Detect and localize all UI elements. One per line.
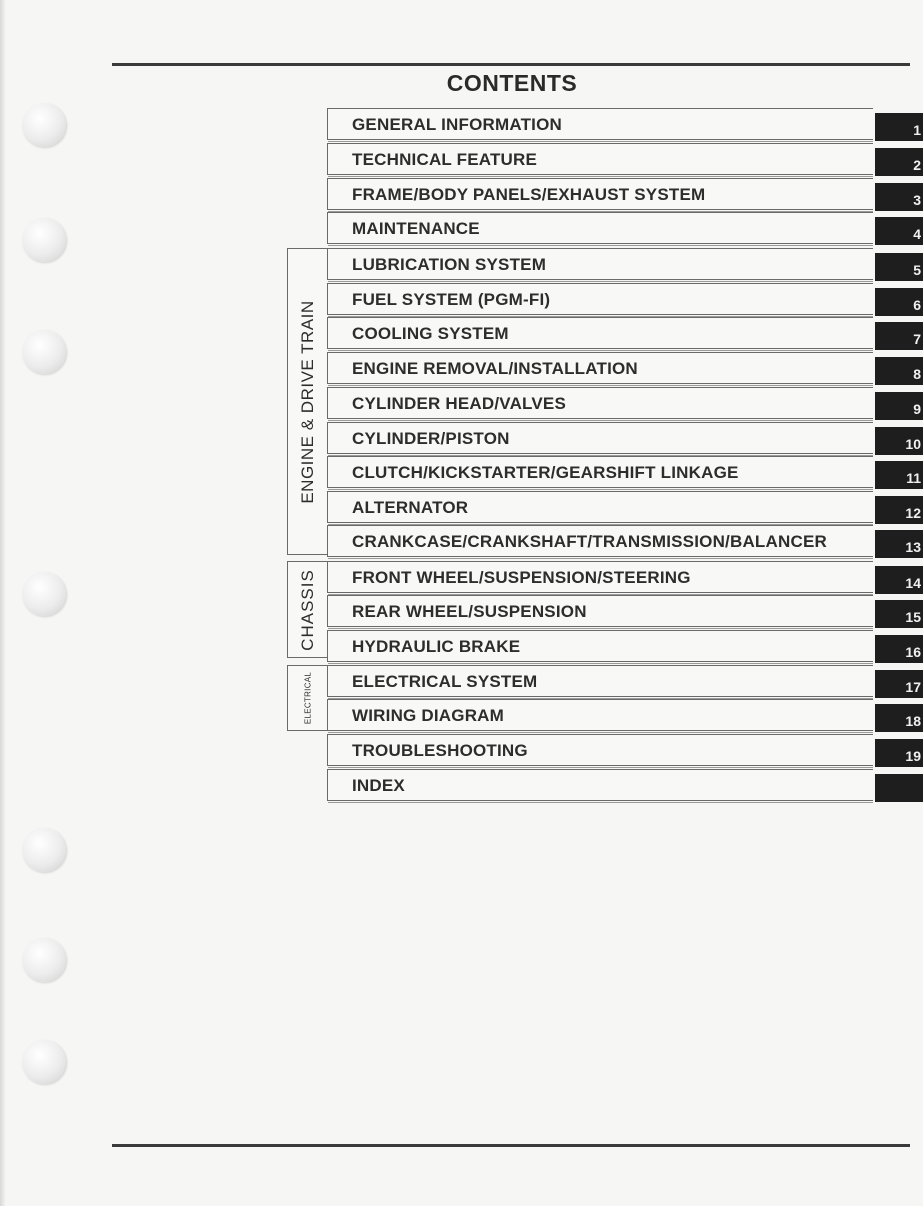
section-number: 12 (905, 505, 921, 521)
group-engine-drive-train (287, 248, 328, 555)
toc-row[interactable] (327, 422, 923, 454)
toc-entry-box (327, 595, 873, 627)
toc-row[interactable] (327, 387, 923, 419)
section-number: 17 (905, 679, 921, 695)
toc-label: CRANKCASE/CRANKSHAFT/TRANSMISSION/BALANCER (352, 532, 827, 551)
section-tab (875, 322, 923, 350)
group-label-electrical: ELECTRICAL (303, 671, 313, 725)
toc-label: COOLING SYSTEM (352, 324, 509, 343)
group-label-chassis: CHASSIS (298, 568, 317, 651)
bottom-rule (112, 1144, 910, 1147)
toc-row[interactable] (327, 665, 923, 697)
binder-hole (22, 1040, 66, 1084)
section-tab (875, 635, 923, 663)
toc-label: ENGINE REMOVAL/INSTALLATION (352, 359, 638, 378)
top-rule (112, 63, 910, 66)
toc-label: HYDRAULIC BRAKE (352, 637, 521, 656)
toc-row[interactable] (327, 525, 923, 557)
toc-row[interactable] (327, 491, 923, 523)
toc-label: MAINTENANCE (352, 219, 480, 238)
toc-label: ELECTRICAL SYSTEM (352, 672, 538, 691)
page-title: CONTENTS (446, 70, 578, 96)
toc-entry-box (327, 108, 873, 140)
binder-hole (22, 938, 66, 982)
toc-row[interactable] (327, 734, 923, 766)
toc-entry-box (327, 248, 873, 280)
toc-label: GENERAL INFORMATION (352, 115, 562, 134)
section-number: 13 (905, 539, 921, 555)
toc-row[interactable] (327, 212, 923, 244)
toc-row[interactable] (327, 143, 923, 175)
section-number: 10 (905, 436, 921, 452)
toc-label: REAR WHEEL/SUSPENSION (352, 602, 587, 621)
section-number: 1 (913, 122, 921, 138)
section-number: 2 (913, 157, 921, 173)
toc-row[interactable] (327, 248, 923, 280)
toc-entry-box (327, 143, 873, 175)
section-tab (875, 427, 923, 455)
section-tab (875, 183, 923, 211)
toc-entry-box (327, 561, 873, 593)
toc-entry-box (327, 352, 873, 384)
binder-hole (22, 828, 66, 872)
toc-label: CYLINDER/PISTON (352, 429, 510, 448)
section-tab (875, 461, 923, 489)
toc-entry-box (327, 734, 873, 766)
toc-entry-box (327, 491, 873, 523)
group-chassis (287, 561, 328, 658)
binder-hole (22, 330, 66, 374)
toc-row[interactable] (327, 456, 923, 488)
section-tab (875, 392, 923, 420)
toc-label: FRAME/BODY PANELS/EXHAUST SYSTEM (352, 185, 706, 204)
toc-entry-box (327, 387, 873, 419)
section-number: 16 (905, 644, 921, 660)
page-edge (0, 0, 6, 1206)
toc-label: CYLINDER HEAD/VALVES (352, 394, 567, 413)
toc-label: INDEX (352, 776, 405, 795)
toc-row[interactable] (327, 352, 923, 384)
toc-entry-box (327, 630, 873, 662)
section-tab (875, 739, 923, 767)
section-number: 19 (905, 748, 921, 764)
binder-hole (22, 572, 66, 616)
toc-entry-box (327, 525, 873, 557)
section-number: 7 (913, 331, 921, 347)
section-tab (875, 357, 923, 385)
toc-entry-box (327, 665, 873, 697)
toc-row[interactable] (327, 108, 923, 140)
section-tab (875, 496, 923, 524)
toc-row[interactable] (327, 317, 923, 349)
toc-row[interactable] (327, 561, 923, 593)
section-tab (875, 704, 923, 732)
section-number: 15 (905, 609, 921, 625)
group-electrical (287, 665, 328, 731)
toc-entry-box (327, 283, 873, 315)
section-number: 3 (913, 192, 921, 208)
toc-row[interactable] (327, 283, 923, 315)
toc-label: WIRING DIAGRAM (352, 706, 505, 725)
section-tab (875, 670, 923, 698)
section-number: 9 (913, 401, 921, 417)
toc-label: TECHNICAL FEATURE (352, 150, 538, 169)
section-number: 5 (913, 262, 921, 278)
section-number: 8 (913, 366, 921, 382)
toc-entry-box (327, 769, 873, 801)
section-tab (875, 148, 923, 176)
toc-row[interactable] (327, 595, 923, 627)
toc-label: CLUTCH/KICKSTARTER/GEARSHIFT LINKAGE (352, 463, 739, 482)
section-tab (875, 113, 923, 141)
section-tab (875, 253, 923, 281)
section-tab (875, 288, 923, 316)
toc-label: FUEL SYSTEM (PGM-FI) (352, 290, 551, 309)
toc-entry-box (327, 317, 873, 349)
section-tab (875, 774, 923, 802)
section-tab (875, 566, 923, 594)
toc-label: ALTERNATOR (352, 498, 469, 517)
toc-entry-box (327, 212, 873, 244)
toc-label: LUBRICATION SYSTEM (352, 255, 547, 274)
toc-row[interactable] (327, 699, 923, 731)
section-tab (875, 217, 923, 245)
section-tab (875, 530, 923, 558)
binder-hole (22, 103, 66, 147)
toc-entry-box (327, 699, 873, 731)
toc-label: FRONT WHEEL/SUSPENSION/STEERING (352, 568, 691, 587)
binder-hole (22, 218, 66, 262)
toc-entry-box (327, 422, 873, 454)
toc-row[interactable] (327, 178, 923, 210)
section-number: 18 (905, 713, 921, 729)
group-label-engine: ENGINE & DRIVE TRAIN (298, 299, 317, 504)
toc-label: TROUBLESHOOTING (352, 741, 528, 760)
section-number: 6 (913, 297, 921, 313)
toc-entry-box (327, 456, 873, 488)
toc-entry-box (327, 178, 873, 210)
section-tab (875, 600, 923, 628)
section-number: 11 (906, 470, 921, 486)
section-number: 14 (905, 575, 921, 591)
section-number: 4 (913, 226, 921, 242)
toc-row[interactable] (327, 630, 923, 662)
toc-row[interactable] (327, 769, 923, 801)
